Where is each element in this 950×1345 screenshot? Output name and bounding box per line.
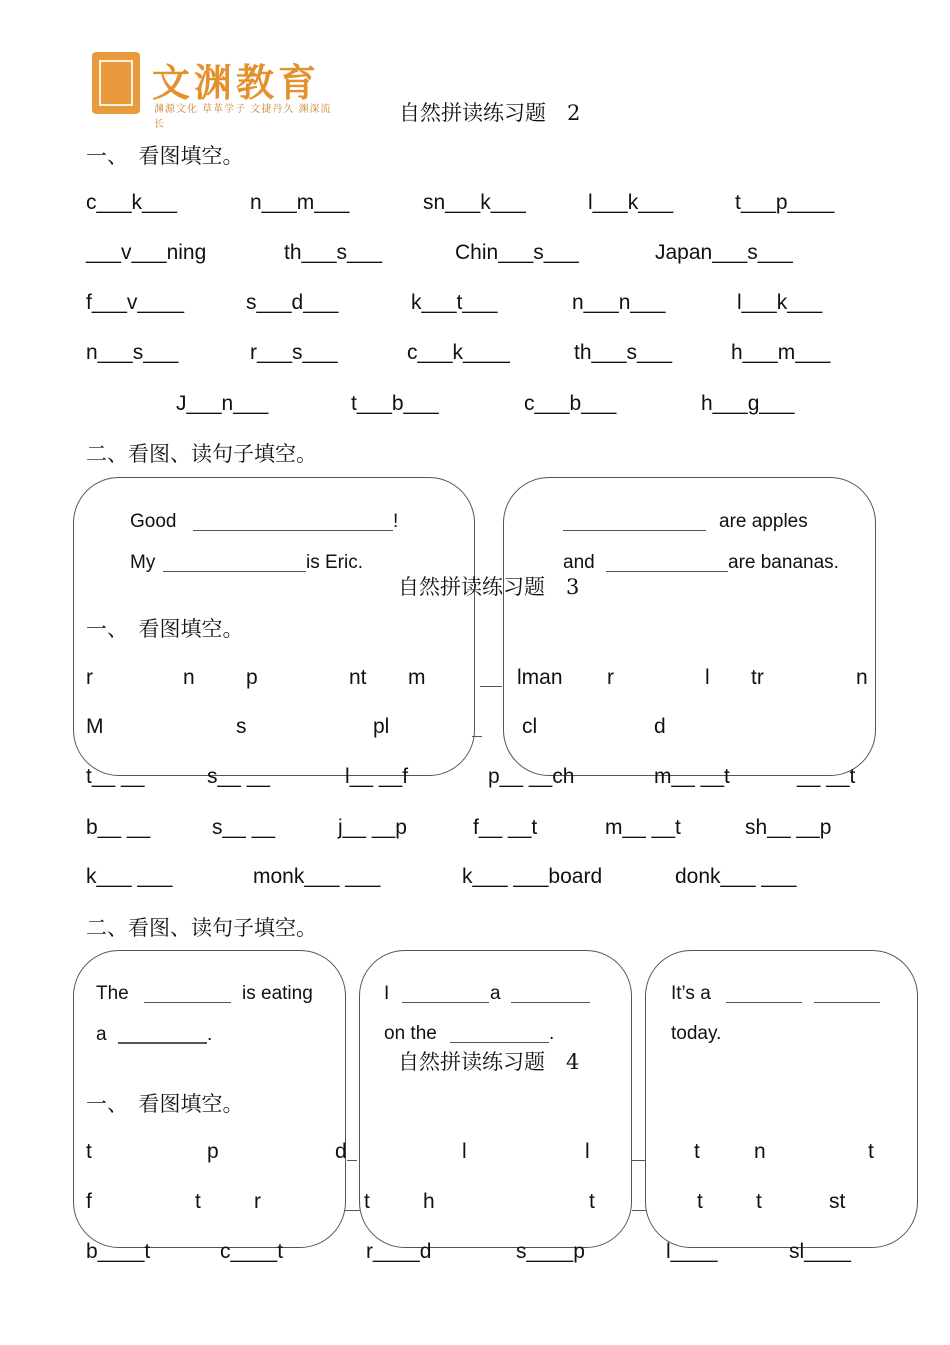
- word-blank: donk___ ___: [675, 865, 797, 888]
- word-blank: __ __t: [797, 765, 856, 788]
- sentence-word: !: [393, 511, 399, 532]
- word-blank: ___v___ning: [86, 241, 207, 264]
- answer-blank: [511, 1002, 590, 1003]
- letter-fragment: n: [754, 1140, 766, 1163]
- answer-blank: [631, 1160, 645, 1161]
- letter-fragment: nt: [349, 666, 367, 689]
- letter-fragment: t: [364, 1190, 370, 1213]
- word-blank: r___s___: [250, 341, 338, 364]
- answer-blank: [726, 1002, 802, 1003]
- sentence-word: a: [490, 983, 501, 1004]
- word-blank: r____d: [366, 1240, 432, 1263]
- word-blank: s___d___: [246, 291, 339, 314]
- letter-fragment: t: [868, 1140, 874, 1163]
- sentence-word: a: [96, 1024, 107, 1045]
- sentence-word: It’s a: [671, 983, 711, 1004]
- sentence-word: and: [563, 552, 595, 573]
- word-blank: n___s___: [86, 341, 179, 364]
- letter-fragment: d: [654, 715, 666, 738]
- word-blank: f___v____: [86, 291, 185, 314]
- word-blank: c____t: [220, 1240, 284, 1263]
- sentence-word: .: [207, 1024, 213, 1045]
- word-blank: l___k___: [737, 291, 823, 314]
- letter-fragment: t: [195, 1190, 201, 1213]
- letter-fragment: t: [756, 1190, 762, 1213]
- word-blank: sl____: [789, 1240, 851, 1263]
- answer-blank: [163, 571, 306, 572]
- letter-fragment: h: [423, 1190, 435, 1213]
- word-blank: k___t___: [411, 291, 498, 314]
- letter-fragment: s: [236, 715, 247, 738]
- letter-fragment: l: [585, 1140, 590, 1163]
- answer-blank: [563, 530, 706, 531]
- section-heading-sentences: 二、看图、读句子填空。: [86, 442, 317, 466]
- logo-text: 文渊教育: [152, 60, 321, 105]
- word-blank: h___g___: [701, 392, 795, 415]
- word-blank: Chin___s___: [455, 241, 579, 264]
- sentence-word: My: [130, 552, 156, 573]
- logo-seal: [92, 52, 140, 114]
- word-blank: m__ __t: [654, 765, 730, 788]
- sentence-word: I: [384, 983, 390, 1004]
- word-blank: t___b___: [351, 392, 439, 415]
- sentence-word: today.: [671, 1023, 722, 1044]
- exercise-title-4: 自然拼读练习题 4: [398, 1050, 580, 1074]
- word-blank: h___m___: [731, 341, 831, 364]
- answer-blank: [606, 571, 728, 572]
- section-heading-fill-in: 一、 看图填空。: [86, 144, 244, 168]
- sentence-word: Good: [130, 511, 177, 532]
- letter-fragment: tr: [751, 666, 764, 689]
- word-blank: s____p: [516, 1240, 585, 1263]
- word-blank: l__ __f: [345, 765, 409, 788]
- section-heading-sentences: 二、看图、读句子填空。: [86, 916, 317, 940]
- word-blank: b__ __: [86, 816, 151, 839]
- logo: [92, 52, 342, 130]
- word-blank: j__ __p: [338, 816, 407, 839]
- letter-fragment: m: [408, 666, 426, 689]
- exercise-title-3: 自然拼读练习题 3: [398, 575, 580, 599]
- word-blank: J___n___: [176, 392, 269, 415]
- letter-fragment: st: [829, 1190, 846, 1213]
- word-blank: c___k___: [86, 191, 178, 214]
- letter-fragment: lman: [517, 666, 563, 689]
- answer-blank: [118, 1042, 207, 1044]
- word-blank: l___k___: [588, 191, 674, 214]
- letter-fragment: n: [856, 666, 868, 689]
- letter-fragment: f: [86, 1190, 92, 1213]
- answer-blank: [344, 1210, 360, 1211]
- word-blank: Japan___s___: [655, 241, 793, 264]
- word-blank: s__ __: [212, 816, 276, 839]
- letter-fragment: n: [183, 666, 195, 689]
- letter-fragment: t: [694, 1140, 700, 1163]
- letter-fragment: t: [697, 1190, 703, 1213]
- sentence-word: is Eric.: [306, 552, 363, 573]
- word-blank: f__ __t: [473, 816, 538, 839]
- answer-blank: [402, 1002, 489, 1003]
- logo-slogan: 渊源文化 草革学子 文捷丹久 渊深流长: [154, 104, 332, 130]
- letter-fragment: cl: [522, 715, 538, 738]
- letter-fragment: t: [589, 1190, 595, 1213]
- word-blank: n___m___: [250, 191, 350, 214]
- answer-blank: [347, 1160, 357, 1161]
- letter-fragment: p: [207, 1140, 219, 1163]
- sentence-word: The: [96, 983, 129, 1004]
- answer-blank: [144, 1002, 231, 1003]
- word-blank: l____: [666, 1240, 718, 1263]
- letter-fragment: pl: [373, 715, 390, 738]
- letter-fragment: d: [335, 1140, 347, 1163]
- word-blank: c___b___: [524, 392, 617, 415]
- word-blank: th___s___: [284, 241, 383, 264]
- sentence-word: on the: [384, 1023, 437, 1044]
- word-blank: m__ __t: [605, 816, 681, 839]
- word-blank: monk___ ___: [253, 865, 381, 888]
- word-blank: sh__ __p: [745, 816, 832, 839]
- picture-box: [503, 477, 876, 776]
- answer-blank: [480, 686, 502, 687]
- word-blank: k___ ___: [86, 865, 173, 888]
- sentence-word: are apples: [719, 511, 808, 532]
- letter-fragment: l: [705, 666, 710, 689]
- answer-blank: [632, 1210, 646, 1211]
- answer-blank: [472, 736, 482, 737]
- word-blank: s__ __: [207, 765, 271, 788]
- sentence-word: are bananas.: [728, 552, 839, 573]
- letter-fragment: l: [462, 1140, 467, 1163]
- exercise-title-2: 自然拼读练习题 2: [399, 101, 581, 125]
- letter-fragment: M: [86, 715, 104, 738]
- word-blank: th___s___: [574, 341, 673, 364]
- word-blank: p__ __ch: [488, 765, 575, 788]
- answer-blank: [814, 1002, 880, 1003]
- word-blank: n___n___: [572, 291, 666, 314]
- letter-fragment: r: [86, 666, 93, 689]
- word-blank: c___k____: [407, 341, 510, 364]
- answer-blank: [450, 1042, 549, 1043]
- section-heading-fill-in: 一、 看图填空。: [86, 1092, 244, 1116]
- letter-fragment: t: [86, 1140, 92, 1163]
- word-blank: t__ __: [86, 765, 145, 788]
- letter-fragment: r: [254, 1190, 261, 1213]
- answer-blank: [193, 530, 393, 531]
- section-heading-fill-in: 一、 看图填空。: [86, 617, 244, 641]
- word-blank: k___ ___board: [462, 865, 603, 888]
- sentence-word: is eating: [242, 983, 313, 1004]
- word-blank: t___p____: [735, 191, 835, 214]
- letter-fragment: p: [246, 666, 258, 689]
- word-blank: sn___k___: [423, 191, 526, 214]
- word-blank: b____t: [86, 1240, 151, 1263]
- letter-fragment: r: [607, 666, 614, 689]
- sentence-word: .: [549, 1023, 555, 1044]
